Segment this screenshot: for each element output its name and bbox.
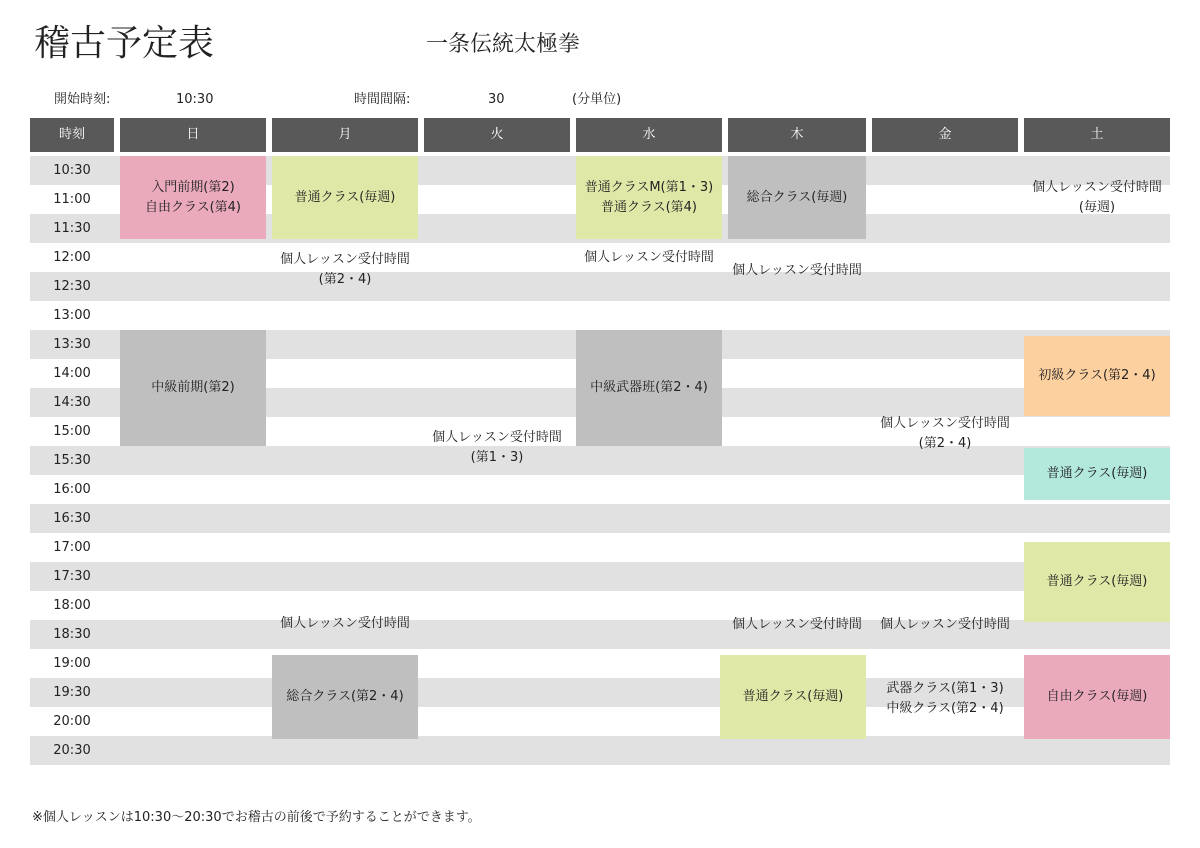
- event-block[interactable]: 普通クラス(毎週): [272, 156, 418, 239]
- row-band: [30, 301, 1170, 330]
- time-label: 16:00: [53, 482, 91, 497]
- time-label: 18:30: [53, 627, 91, 642]
- row-band: [30, 736, 1170, 765]
- row-band: [30, 504, 1170, 533]
- event-block[interactable]: 普通クラス(毎週): [720, 655, 866, 739]
- start-time-value: 10:30: [176, 92, 214, 107]
- column-header-wed: 水: [576, 118, 722, 152]
- event-block[interactable]: 個人レッスン受付時間: [280, 616, 410, 631]
- event-block[interactable]: 個人レッスン受付時間: [880, 617, 1010, 632]
- column-header-time: 時刻: [30, 118, 114, 152]
- row-band: [30, 562, 1170, 591]
- row-band: [30, 475, 1170, 504]
- time-label: 20:30: [53, 743, 91, 758]
- row-band: [30, 533, 1170, 562]
- time-label: 12:30: [53, 279, 91, 294]
- time-label: 13:30: [53, 337, 91, 352]
- time-label: 15:30: [53, 453, 91, 468]
- row-band: [30, 649, 1170, 678]
- column-header-tue: 火: [424, 118, 570, 152]
- time-label: 10:30: [53, 163, 91, 178]
- row-band: [30, 272, 1170, 301]
- time-label: 19:30: [53, 685, 91, 700]
- time-label: 14:30: [53, 395, 91, 410]
- column-header-mon: 月: [272, 118, 418, 152]
- event-block[interactable]: 普通クラスM(第1・3) 普通クラス(第4): [576, 156, 722, 239]
- event-block[interactable]: 中級前期(第2): [120, 330, 266, 446]
- event-block[interactable]: 個人レッスン受付時間 (第2・4): [880, 416, 1010, 451]
- event-block[interactable]: 個人レッスン受付時間: [584, 250, 714, 265]
- time-label: 19:00: [53, 656, 91, 671]
- event-block[interactable]: 普通クラス(毎週): [1024, 542, 1170, 622]
- time-label: 15:00: [53, 424, 91, 439]
- column-header-sat: 土: [1024, 118, 1170, 152]
- event-block[interactable]: 個人レッスン受付時間: [732, 617, 862, 632]
- time-label: 11:00: [53, 192, 91, 207]
- event-block[interactable]: 自由クラス(毎週): [1024, 655, 1170, 739]
- event-block[interactable]: 個人レッスン受付時間 (第2・4): [280, 252, 410, 287]
- interval-unit: (分単位): [572, 92, 622, 107]
- page-title: 稽古予定表: [34, 23, 215, 64]
- event-block[interactable]: 入門前期(第2) 自由クラス(第4): [120, 156, 266, 239]
- event-block[interactable]: 総合クラス(毎週): [728, 156, 866, 239]
- time-label: 12:00: [53, 250, 91, 265]
- footnote: ※個人レッスンは10:30〜20:30でお稽古の前後で予約することができます。: [32, 810, 481, 825]
- time-label: 13:00: [53, 308, 91, 323]
- school-name: 一条伝統太極拳: [426, 32, 581, 57]
- event-block[interactable]: 武器クラス(第1・3) 中級クラス(第2・4): [886, 681, 1004, 716]
- event-block[interactable]: 個人レッスン受付時間 (第1・3): [432, 430, 562, 465]
- interval-label: 時間間隔:: [354, 92, 411, 107]
- event-block[interactable]: 初級クラス(第2・4): [1024, 336, 1170, 416]
- time-label: 17:00: [53, 540, 91, 555]
- event-block[interactable]: 中級武器班(第2・4): [576, 330, 722, 446]
- time-label: 18:00: [53, 598, 91, 613]
- event-block[interactable]: 個人レッスン受付時間: [732, 263, 862, 278]
- event-block[interactable]: 普通クラス(毎週): [1024, 448, 1170, 500]
- time-label: 20:00: [53, 714, 91, 729]
- start-time-label: 開始時刻:: [54, 92, 111, 107]
- time-label: 17:30: [53, 569, 91, 584]
- event-block[interactable]: 総合クラス(第2・4): [272, 655, 418, 739]
- time-label: 16:30: [53, 511, 91, 526]
- column-header-thu: 木: [728, 118, 866, 152]
- time-label: 14:00: [53, 366, 91, 381]
- column-header-sun: 日: [120, 118, 266, 152]
- schedule-table: [30, 118, 1170, 770]
- column-header-fri: 金: [872, 118, 1018, 152]
- time-label: 11:30: [53, 221, 91, 236]
- event-block[interactable]: 個人レッスン受付時間 (毎週): [1032, 180, 1162, 215]
- interval-value: 30: [488, 92, 505, 107]
